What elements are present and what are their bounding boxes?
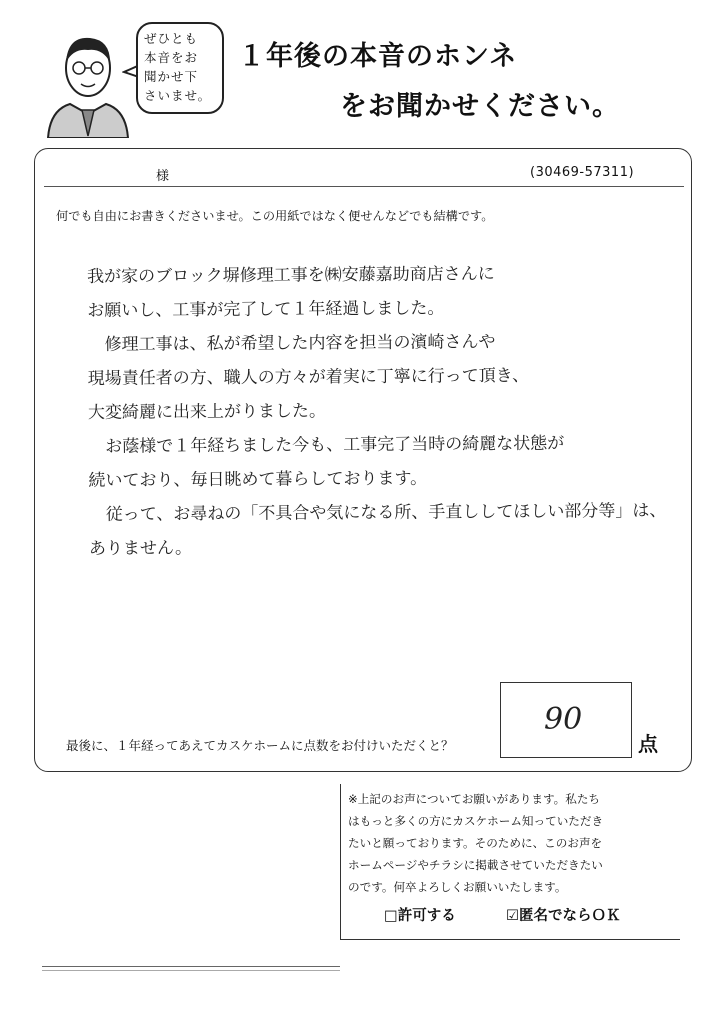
page-title-line-2: をお聞かせください。 [340,91,620,122]
speech-bubble [136,22,224,114]
score-question: 最後に、１年経ってあえてカスケホームに点数をお付けいただくと？ [66,738,454,753]
notice-text [348,788,672,898]
comment-line: お願いし、工事が完了して１年経過しました。 [87,298,445,321]
notice-line: のです。何卒よろしくお願いいたします。 [348,880,567,894]
notice-line: ホームページやチラシに掲載させていただきたい [348,858,603,872]
page-title-line-1: １年後の本音のホンネ [238,41,518,72]
notice-line: たいと願っております。そのために、このお声を [348,836,603,850]
comment-line: 続いており、毎日眺めて暮らしております。 [88,468,428,491]
handwritten-comment [86,256,667,566]
bubble-line: 聞かせ下 [144,69,199,84]
bubble-line: 本音をお [144,50,199,65]
comment-line: 我が家のブロック塀修理工事を㈱安藤嘉助商店さんに [86,264,495,287]
comment-line: 大変綺麗に出来上がりました。 [87,401,327,423]
score-unit: 点 [638,732,658,756]
comment-line: ありません。 [88,538,193,559]
customer-honorific: 様 [156,169,170,184]
comment-line: 修理工事は、私が希望した内容を担当の濱崎さんや [87,332,496,355]
comment-line: 現場責任者の方、職人の方々が着実に丁寧に行って頂き、 [87,365,530,389]
customer-code: (30469-57311) [530,165,635,180]
name-underline [44,186,684,187]
bubble-line: さいませ。 [144,88,212,103]
permit-checkbox[interactable]: □許可する [384,908,456,924]
notice-line: はもっと多くの方にカスケホーム知っていただき [348,814,604,828]
bottom-rule [42,970,340,971]
comment-line: お蔭様で１年経ちました今も、工事完了当時の綺麗な状態が [88,433,565,457]
form-instruction: 何でも自由にお書きくださいませ。この用紙ではなく便せんなどでも結構です。 [56,209,494,223]
bottom-rule [42,966,340,967]
bubble-line: ぜひとも [144,31,199,46]
anonymous-ok-checkbox[interactable]: ☑匿名でならＯＫ [506,908,621,924]
notice-line: ※上記のお声についてお願いがあります。私たち [348,792,601,806]
comment-line: 従って、お尋ねの「不具合や気になる所、手直ししてほしい部分等」は、 [88,500,667,525]
score-value: 90 [544,702,583,737]
